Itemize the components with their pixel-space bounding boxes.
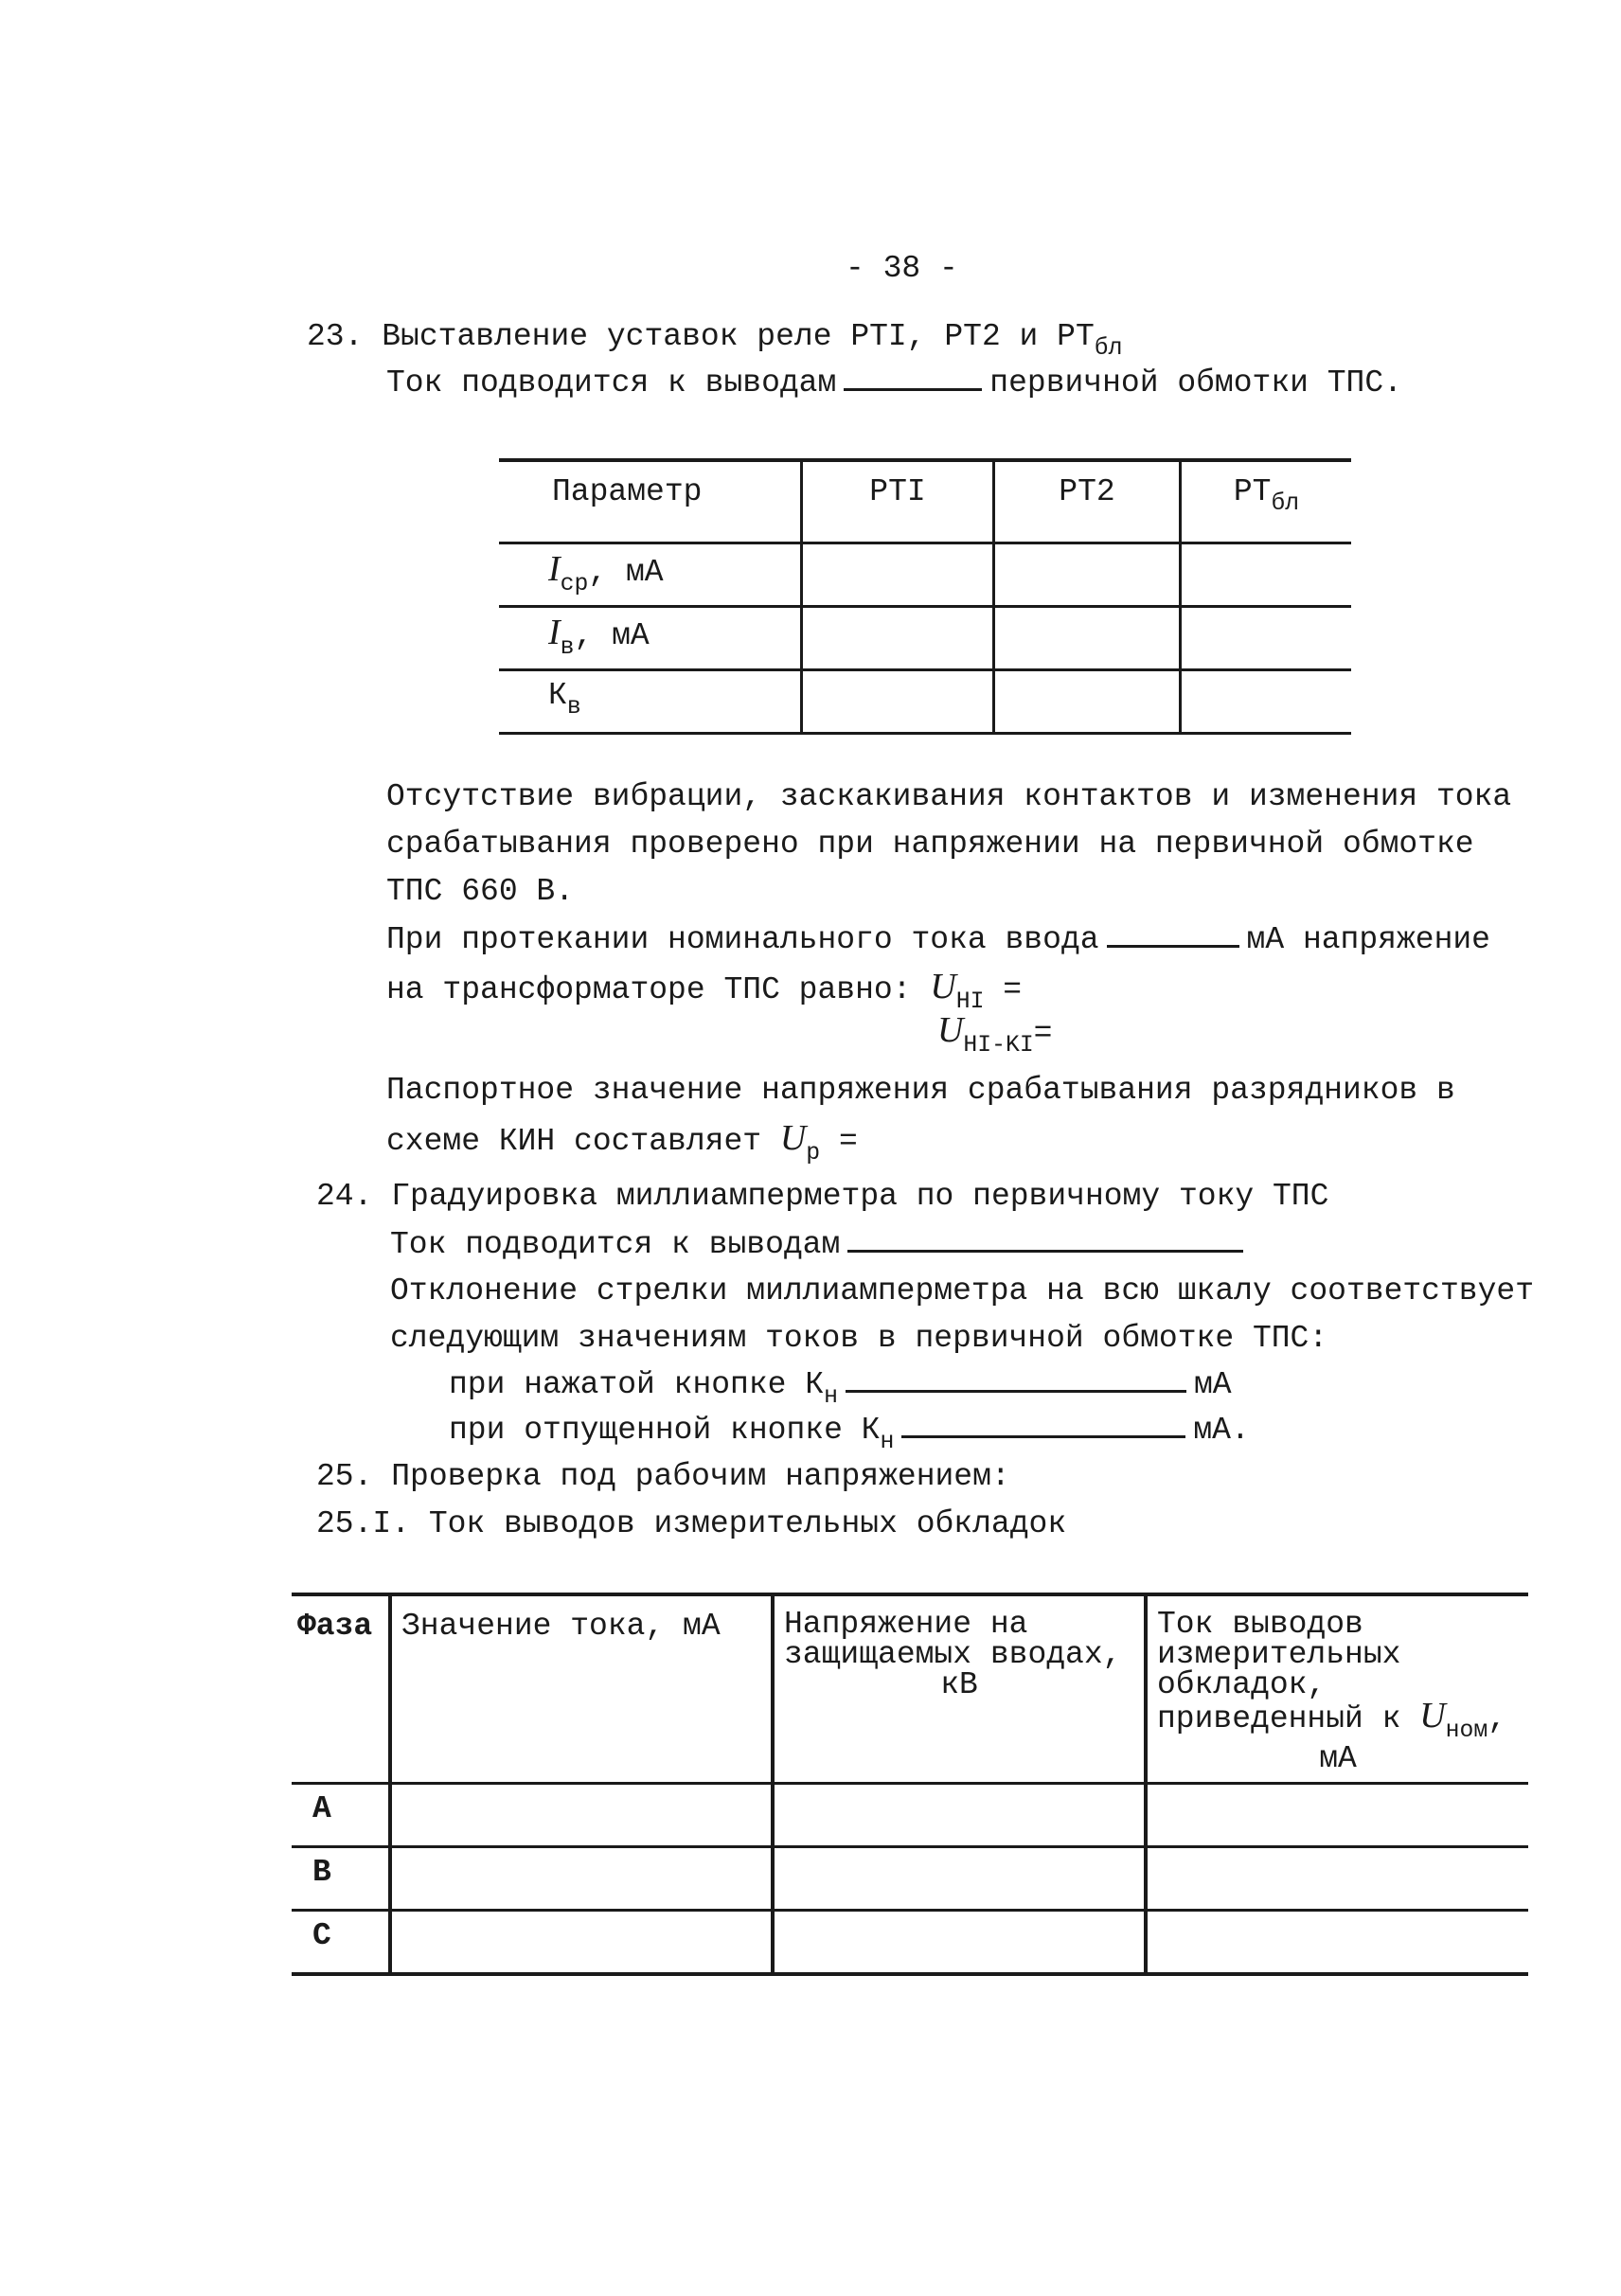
value-cell[interactable] (994, 670, 1181, 734)
phase-cell: А (292, 1784, 390, 1847)
variable: U (1419, 1696, 1446, 1735)
subscript: н (824, 1382, 838, 1410)
header-cell-lead-current (1146, 1594, 1528, 1784)
subscript: HI-KI (963, 1031, 1034, 1059)
blank-field[interactable] (844, 364, 982, 391)
subscript: ном (1445, 1717, 1488, 1744)
section-24-line (390, 1225, 1251, 1264)
value-cell[interactable] (390, 1784, 773, 1847)
subscript: бл (1094, 334, 1123, 362)
value-cell[interactable] (773, 1911, 1146, 1975)
variable: U (937, 1010, 964, 1050)
section-number: 23. (307, 319, 364, 354)
section-24-line: Отклонение стрелки миллиамперметра на всю шкалу соответствует (390, 1273, 1534, 1308)
header-text: Значение тока, мА (401, 1609, 721, 1644)
relay-settings-table (499, 458, 1351, 735)
text: = (1033, 1016, 1053, 1051)
variable: U (930, 967, 956, 1006)
header-cell-voltage (773, 1594, 1146, 1784)
table-header-row (292, 1594, 1528, 1784)
variable: I (548, 549, 561, 589)
header-cell-parameter: Параметр (552, 474, 703, 509)
value-cell[interactable] (773, 1847, 1146, 1911)
paragraph-line (937, 1010, 1053, 1059)
table-row (292, 1911, 1528, 1975)
value-cell[interactable] (1181, 670, 1352, 734)
header-text (1157, 1607, 1519, 1744)
param-cell (499, 607, 802, 670)
param-cell (499, 543, 802, 607)
value-cell[interactable] (773, 1784, 1146, 1847)
header-text: Напряжение на защищаемых вводах, (784, 1607, 1122, 1672)
value-cell[interactable] (1146, 1911, 1528, 1975)
blank-field[interactable] (1107, 920, 1239, 948)
section-24-line: следующим значениям токов в первичной обмотке ТПС: (390, 1321, 1328, 1356)
header-cell-rt2: РТ2 (994, 460, 1181, 543)
text: первичной обмотки ТПС. (989, 365, 1402, 400)
header-cell-rt1: РТI (802, 460, 994, 543)
text: = (984, 972, 1023, 1007)
value-cell[interactable] (390, 1847, 773, 1911)
header-cell-phase: Фаза (297, 1609, 373, 1644)
subscript: р (806, 1139, 821, 1166)
text: При протекании номинального тока ввода (386, 922, 1099, 957)
paragraph-line: Отсутствие вибрации, заскакивания контактов и изменения тока (386, 779, 1512, 814)
subscript: бл (1271, 489, 1300, 517)
value-cell[interactable] (994, 543, 1181, 607)
section-24-line (449, 1365, 1232, 1410)
text: Ток подводится к выводам (390, 1227, 841, 1262)
variable: U (779, 1118, 807, 1158)
paragraph-line: срабатывания проверено при напряжении на первичной обмотке (386, 827, 1474, 862)
section-23-heading (307, 318, 1123, 362)
section-24-heading (316, 1178, 1328, 1216)
subscript: в (566, 693, 581, 721)
header-cell-current (390, 1594, 773, 1784)
table-row (499, 670, 1351, 734)
unit: , мА (588, 555, 664, 590)
section-title: Выставление уставок реле РТI, РТ2 и РТ (382, 319, 1095, 354)
table-row (292, 1847, 1528, 1911)
value-cell[interactable] (994, 607, 1181, 670)
unit: , мА (574, 618, 650, 653)
value-cell[interactable] (1181, 543, 1352, 607)
header-unit: мА (1319, 1741, 1357, 1776)
table-row (499, 607, 1351, 670)
header-unit: кВ (940, 1667, 978, 1702)
subscript: ср (560, 570, 589, 597)
table-row (292, 1784, 1528, 1847)
paragraph-line (386, 1118, 858, 1166)
value-cell[interactable] (1181, 607, 1352, 670)
header-text-part: Ток выводов измерительных обкладок, приведенный к (1157, 1607, 1401, 1736)
value-cell[interactable] (1146, 1847, 1528, 1911)
paragraph-line: ТПС 660 В. (386, 874, 575, 909)
page-number: - 38 - (846, 251, 958, 286)
phase-cell: В (292, 1847, 390, 1911)
subscript: HI (955, 988, 985, 1015)
text: на трансформаторе ТПС равно: (386, 972, 912, 1007)
header-cell-rtbl (1181, 460, 1352, 543)
comma: , (1487, 1701, 1507, 1736)
section-25-heading: 25. Проверка под рабочим напряжением: (316, 1459, 1010, 1494)
section-25-1-heading: 25.I. Ток выводов измерительных обкладок (316, 1506, 1067, 1541)
value-cell[interactable] (802, 607, 994, 670)
table-row (499, 543, 1351, 607)
section-title: Градуировка миллиамперметра по первичному току ТПС (391, 1179, 1329, 1214)
section-24-line (449, 1411, 1250, 1455)
variable: I (548, 613, 561, 652)
value-cell[interactable] (802, 670, 994, 734)
text: = (820, 1124, 858, 1159)
text: Ток подводится к выводам (386, 365, 837, 400)
table-header-row (499, 460, 1351, 543)
variable: К (548, 678, 567, 713)
text: при отпущенной кнопке К (449, 1413, 881, 1448)
section-23-line (386, 364, 1402, 402)
section-number: 24. (316, 1179, 373, 1214)
value-cell[interactable] (390, 1911, 773, 1975)
text: мА напряжение (1246, 922, 1490, 957)
lead-current-table (292, 1593, 1528, 1976)
paragraph-line (386, 920, 1490, 959)
subscript: н (880, 1428, 895, 1455)
paragraph-line (386, 967, 1023, 1015)
param-cell (499, 670, 802, 734)
value-cell[interactable] (802, 543, 994, 607)
blank-field[interactable] (846, 1365, 1186, 1393)
unit: мА (1193, 1367, 1232, 1402)
text: схеме КИН составляет (386, 1124, 762, 1159)
paragraph-line: Паспортное значение напряжения срабатывания разрядников в (386, 1073, 1455, 1108)
blank-field[interactable] (847, 1225, 1243, 1253)
value-cell[interactable] (1146, 1784, 1528, 1847)
text: при нажатой кнопке К (449, 1367, 825, 1402)
blank-field[interactable] (901, 1411, 1185, 1438)
header-text: РТ (1233, 474, 1272, 509)
unit: мА. (1193, 1413, 1250, 1448)
subscript: в (560, 633, 575, 661)
phase-cell: С (292, 1911, 390, 1975)
